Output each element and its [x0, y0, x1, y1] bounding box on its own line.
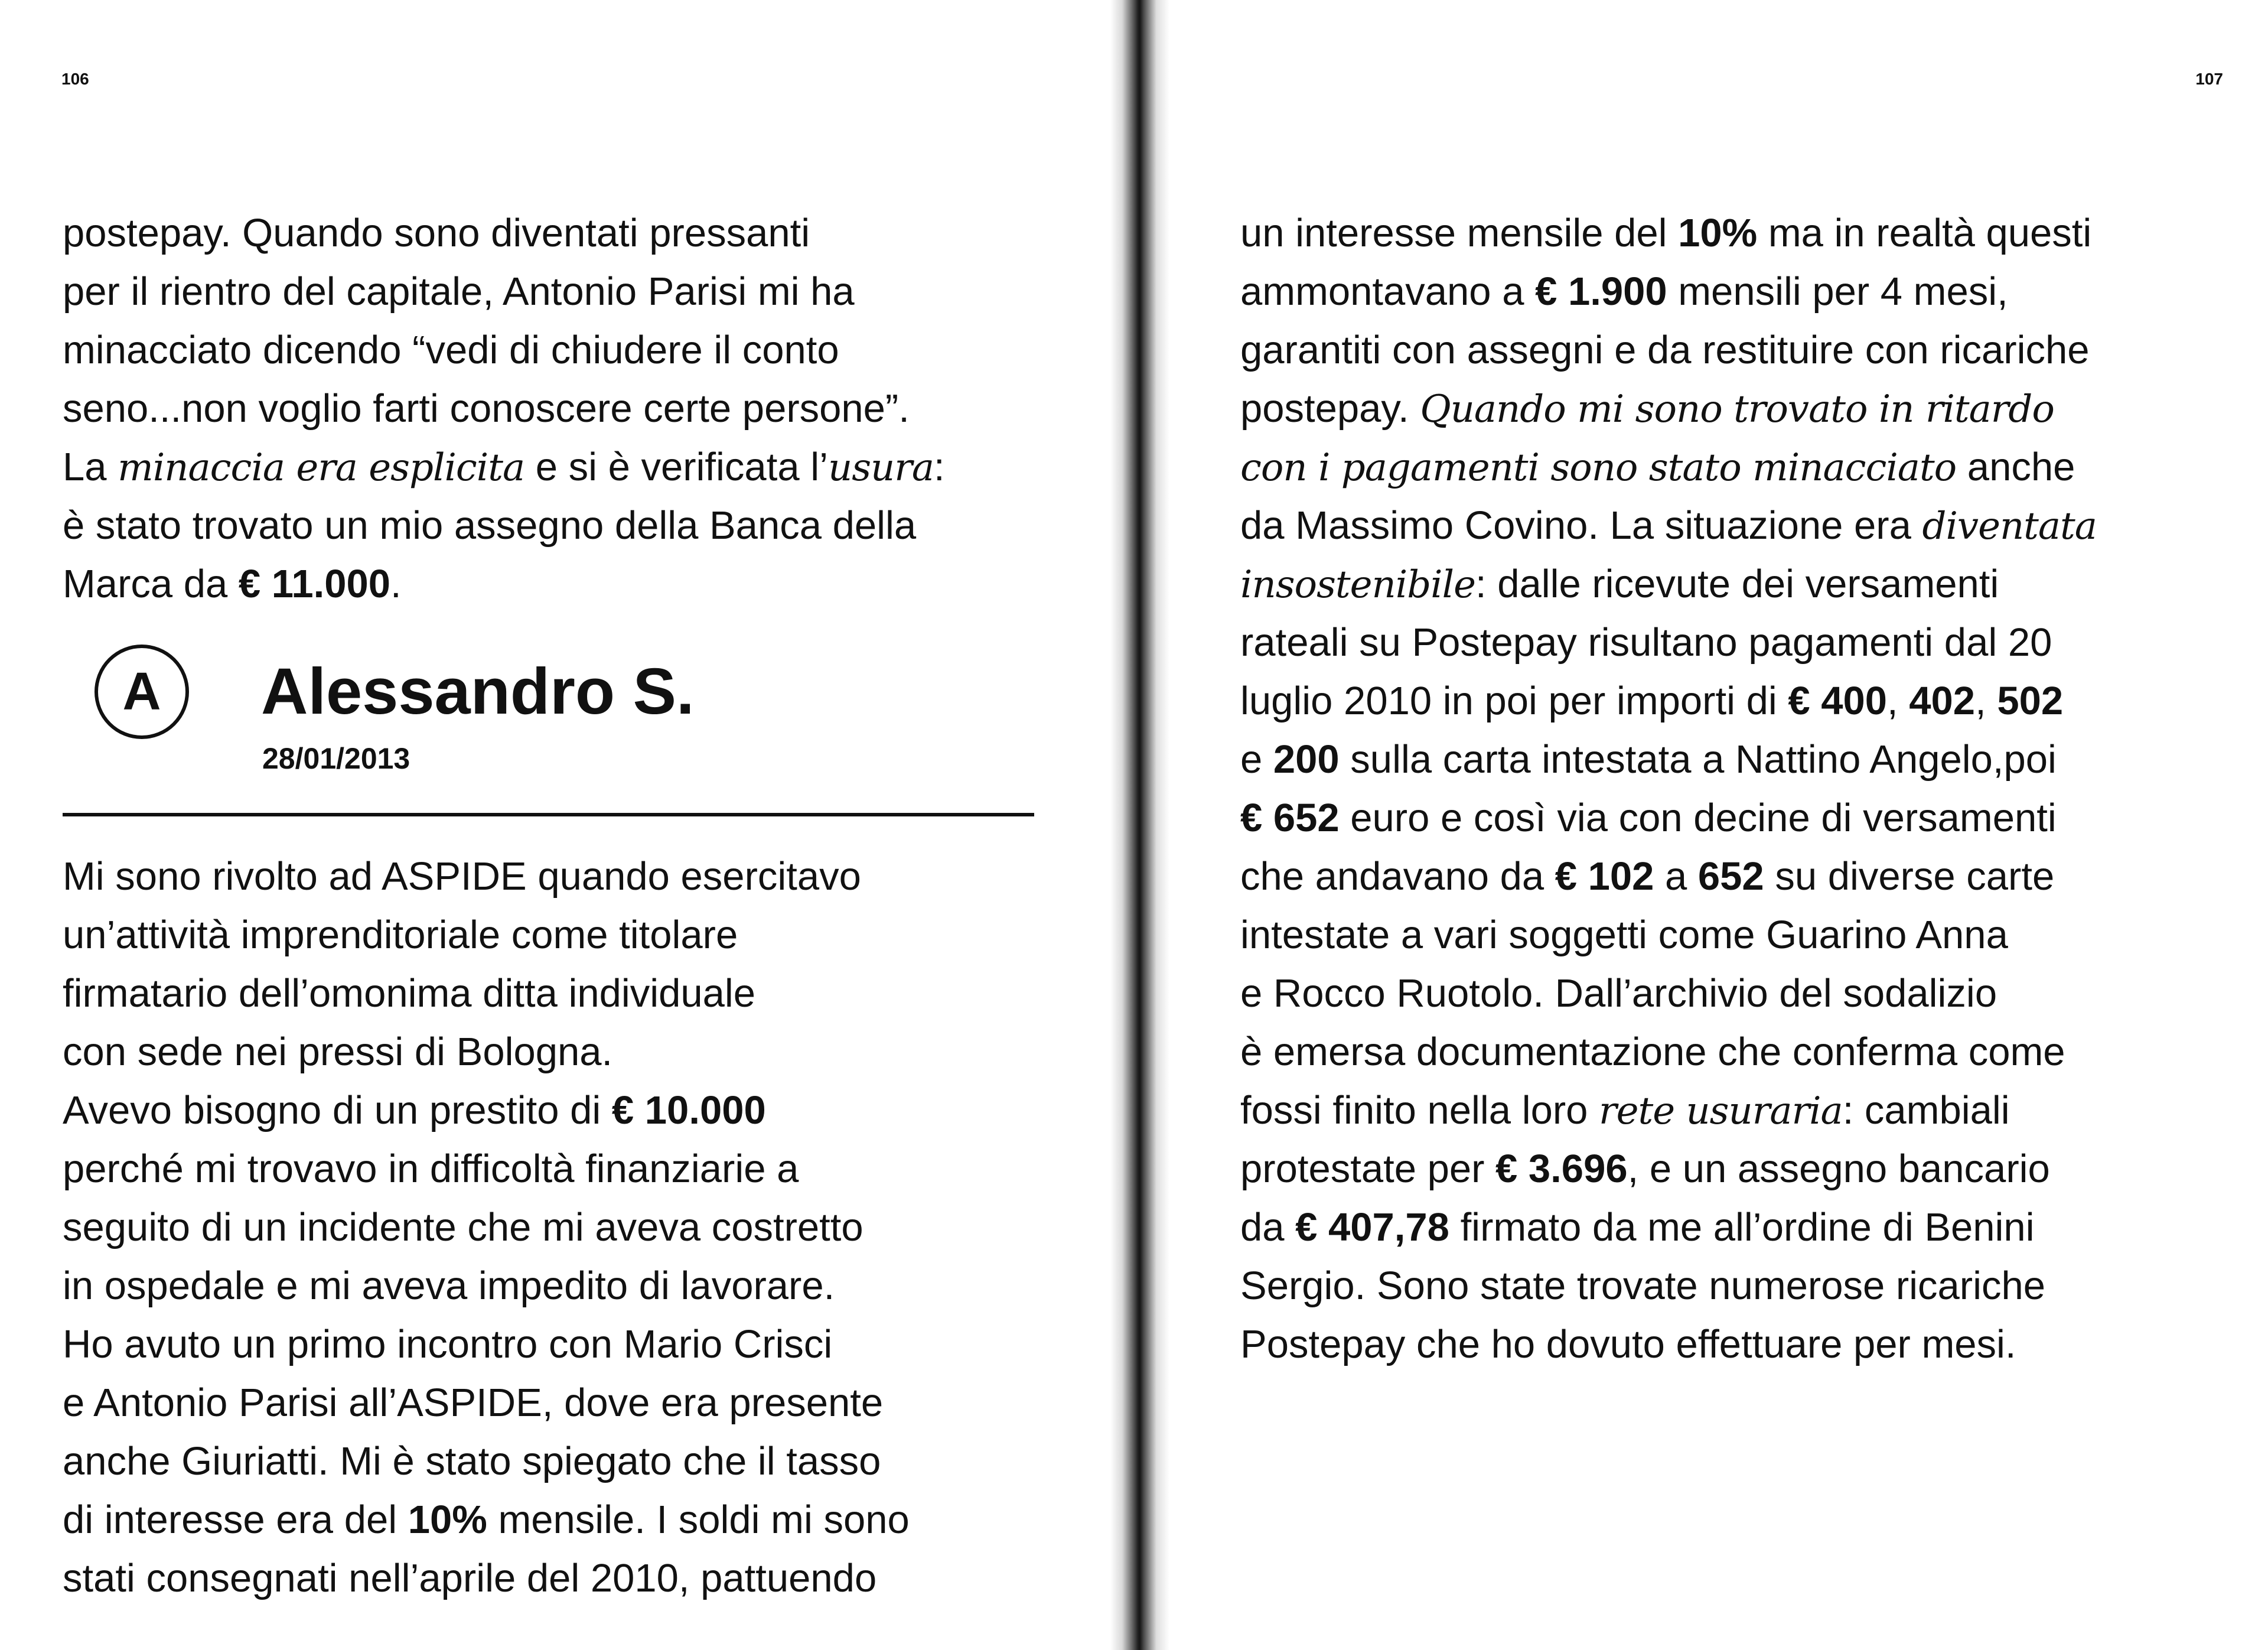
text-run: seno...non voglio farti conoscere certe persone”.	[63, 386, 910, 431]
text-line	[63, 379, 945, 438]
left-page	[0, 0, 1125, 1650]
text-run: ammontavano a	[1240, 269, 1536, 314]
text-line	[1240, 1081, 2097, 1140]
emphasis-phrase: diventata	[1922, 505, 2097, 548]
text-run: fossi finito nella loro	[1240, 1088, 1599, 1132]
text-line	[1240, 672, 2097, 730]
text-run: da	[1240, 1205, 1296, 1249]
initial-badge: A	[94, 645, 189, 739]
text-run: di interesse era del	[63, 1498, 408, 1542]
text-run: ma in realtà questi	[1757, 211, 2092, 255]
text-run: mensile. I soldi mi sono	[487, 1498, 910, 1542]
text-line	[1240, 1198, 2097, 1257]
text-run: e si è verificata l’	[524, 445, 828, 489]
text-line	[63, 321, 945, 379]
text-line	[63, 847, 910, 906]
text-line	[63, 438, 945, 496]
text-line	[1240, 321, 2097, 379]
emphasis-phrase: Quando mi sono trovato in ritardo	[1420, 388, 2054, 431]
text-line	[1240, 906, 2097, 964]
text-line	[63, 262, 945, 321]
text-line	[63, 1315, 910, 1374]
text-run: protestate per	[1240, 1147, 1496, 1191]
text-line	[1240, 1315, 2097, 1374]
bold-amount: € 1.900	[1535, 269, 1667, 314]
text-line	[63, 1374, 910, 1432]
text-run: Sergio. Sono state trovate numerose ricariche	[1240, 1264, 2046, 1308]
emphasis-phrase: insostenibile	[1240, 563, 1475, 607]
text-run: Ho avuto un primo incontro con Mario Crisci	[63, 1322, 833, 1366]
bold-amount: 402	[1909, 679, 1976, 723]
text-run: anche	[1956, 445, 2075, 489]
text-run: e Antonio Parisi all’ASPIDE, dove era presente	[63, 1381, 884, 1425]
text-line	[63, 496, 945, 555]
text-line	[1240, 379, 2097, 438]
testimony-date: 28/01/2013	[262, 742, 410, 775]
text-run: garantiti con assegni e da restituire con ricariche	[1240, 328, 2090, 372]
bold-amount: 652	[1697, 854, 1764, 899]
text-line	[63, 1081, 910, 1140]
text-run: un’attività imprenditoriale come titolare	[63, 913, 738, 957]
text-line	[1240, 204, 2097, 262]
bold-amount: 502	[1997, 679, 2064, 723]
text-line	[63, 555, 945, 613]
text-run: postepay. Quando sono diventati pressanti	[63, 211, 810, 255]
text-line	[1240, 847, 2097, 906]
text-line	[63, 1198, 910, 1257]
text-run: firmatario dell’omonima ditta individuale	[63, 971, 756, 1016]
bold-amount: € 10.000	[611, 1088, 766, 1132]
bold-amount: € 3.696	[1495, 1147, 1628, 1191]
text-line	[63, 1140, 910, 1198]
text-line	[1240, 964, 2097, 1023]
text-line	[63, 1432, 910, 1490]
bold-amount: 10%	[408, 1498, 487, 1542]
text-line	[1240, 438, 2097, 496]
text-run: in ospedale e mi aveva impedito di lavorare.	[63, 1264, 835, 1308]
bold-amount: € 102	[1555, 854, 1654, 899]
text-line	[63, 1023, 910, 1081]
text-run: intestate a vari soggetti come Guarino Anna	[1240, 913, 2008, 957]
text-run: è stato trovato un mio assegno della Banca della	[63, 503, 917, 548]
text-run: per il rientro del capitale, Antonio Parisi mi ha	[63, 269, 855, 314]
bold-amount: 10%	[1678, 211, 1758, 255]
text-line	[1240, 789, 2097, 847]
text-run: rateali su Postepay risultano pagamenti dal 20	[1240, 620, 2052, 665]
bold-amount: 200	[1273, 737, 1340, 782]
text-line	[1240, 1023, 2097, 1081]
text-line	[63, 204, 945, 262]
text-run: Postepay che ho dovuto effettuare per mesi.	[1240, 1322, 2016, 1366]
emphasis-phrase: minaccia era esplicita	[118, 446, 525, 490]
text-run: , e un assegno bancario	[1627, 1147, 2050, 1191]
text-run: mensili per 4 mesi,	[1667, 269, 2008, 314]
text-run: è emersa documentazione che conferma come	[1240, 1030, 2065, 1074]
text-run: e Rocco Ruotolo. Dall’archivio del sodalizio	[1240, 971, 1997, 1016]
bold-amount: € 400	[1788, 679, 1888, 723]
text-line	[1240, 262, 2097, 321]
text-run: euro e così via con decine di versamenti	[1339, 796, 2057, 840]
text-line	[1240, 730, 2097, 789]
text-run: Avevo bisogno di un prestito di	[63, 1088, 612, 1132]
text-run: perché mi trovavo in difficoltà finanziarie a	[63, 1147, 799, 1191]
text-run: minacciato dicendo “vedi di chiudere il conto	[63, 328, 839, 372]
text-run: su diverse carte	[1764, 854, 2055, 899]
text-line	[63, 964, 910, 1023]
text-run: un interesse mensile del	[1240, 211, 1679, 255]
bold-amount: € 407,78	[1295, 1205, 1449, 1249]
text-run: seguito di un incidente che mi aveva costretto	[63, 1205, 863, 1249]
text-run: : dalle ricevute dei versamenti	[1475, 562, 1999, 606]
text-line	[63, 1549, 910, 1607]
left-top-text-block	[63, 204, 945, 613]
text-line	[1240, 1257, 2097, 1315]
text-run: che andavano da	[1240, 854, 1555, 899]
text-line	[1240, 555, 2097, 613]
text-run: stati consegnati nell’aprile del 2010, pattuendo	[63, 1556, 877, 1600]
left-bottom-text-block	[63, 847, 910, 1607]
text-run: ,	[1887, 679, 1909, 723]
text-run: La	[63, 445, 118, 489]
text-run: Marca da	[63, 562, 239, 606]
text-line	[1240, 496, 2097, 555]
text-line	[1240, 1140, 2097, 1198]
text-line	[63, 1257, 910, 1315]
page-number-right: 107	[2195, 70, 2223, 88]
text-line	[63, 906, 910, 964]
text-run: luglio 2010 in poi per importi di	[1240, 679, 1788, 723]
bold-amount: € 11.000	[238, 562, 391, 606]
emphasis-phrase: rete usuraria	[1599, 1089, 1843, 1133]
page-number-left: 106	[61, 70, 89, 88]
text-run: :	[934, 445, 945, 489]
text-run: postepay.	[1240, 386, 1420, 431]
text-run: firmato da me all’ordine di Benini	[1449, 1205, 2035, 1249]
book-gutter-shadow	[1110, 0, 1169, 1650]
text-run: ,	[1975, 679, 1997, 723]
text-run: e	[1240, 737, 1273, 782]
text-line	[1240, 613, 2097, 672]
section-divider	[63, 813, 1034, 816]
emphasis-phrase: con i pagamenti sono stato minacciato	[1240, 446, 1957, 490]
text-run: a	[1654, 854, 1698, 899]
text-run: Mi sono rivolto ad ASPIDE quando esercitavo	[63, 854, 861, 899]
text-run: con sede nei pressi di Bologna.	[63, 1030, 613, 1074]
text-run: anche Giuriatti. Mi è stato spiegato che il tasso	[63, 1439, 881, 1483]
text-run: : cambiali	[1842, 1088, 2010, 1132]
person-name: Alessandro S.	[261, 655, 695, 728]
text-run: sulla carta intestata a Nattino Angelo,poi	[1339, 737, 2057, 782]
emphasis-phrase: usura	[827, 446, 934, 490]
right-text-block	[1240, 204, 2097, 1374]
bold-amount: € 652	[1240, 796, 1340, 840]
text-run: .	[390, 562, 402, 606]
text-line	[63, 1490, 910, 1549]
text-run: da Massimo Covino. La situazione era	[1240, 503, 1922, 548]
